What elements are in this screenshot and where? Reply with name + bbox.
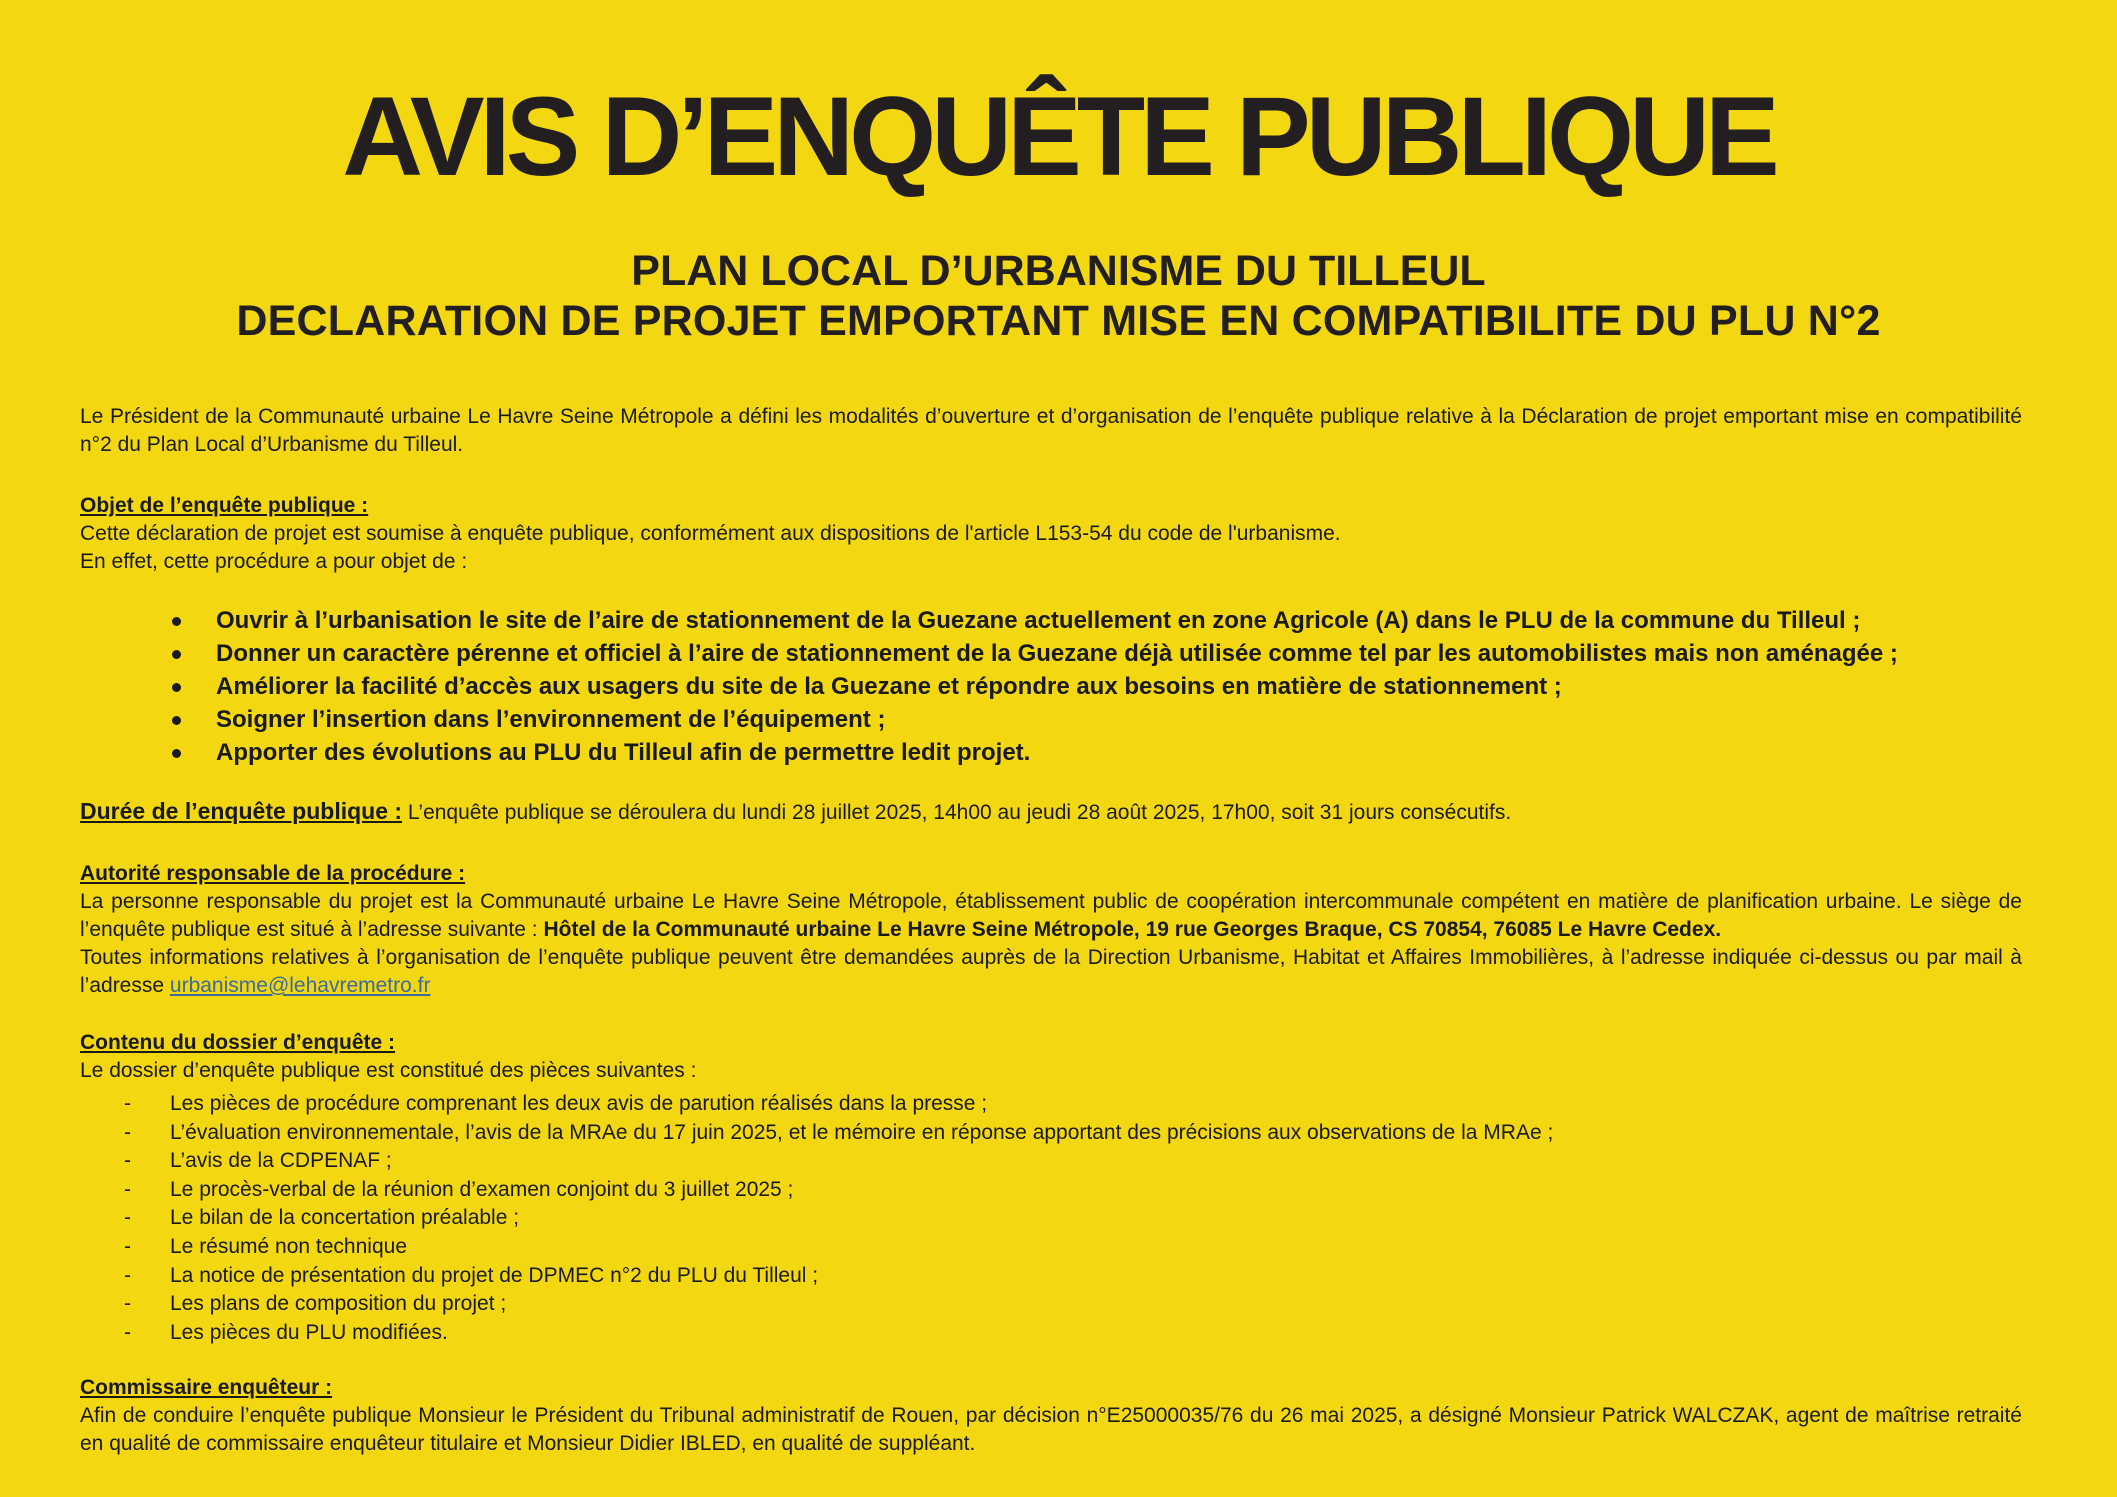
list-item	[122, 1262, 1553, 1291]
bullet-icon	[172, 683, 181, 692]
list-item	[122, 1233, 1553, 1262]
list-item	[122, 1204, 1553, 1233]
objet-heading: Objet de l’enquête publique :	[80, 494, 369, 517]
bullet-icon	[172, 716, 181, 725]
list-item-text: L’avis de la CDPENAF ;	[170, 1149, 392, 1173]
section-contenu	[80, 1029, 2022, 1085]
list-item-text: Les pièces du PLU modifiées.	[170, 1320, 448, 1344]
objet-line-1: Cette déclaration de projet est soumise à enquête publique, conformément aux dispositions de l'article L153-54 du code de l'urbanisme.	[80, 522, 1341, 545]
list-item	[160, 604, 2060, 637]
dash-marker: -	[124, 1120, 131, 1144]
list-item	[160, 637, 2060, 670]
list-item-text: La notice de présentation du projet de DPMEC n°2 du PLU du Tilleul ;	[170, 1263, 819, 1287]
autorite-text: La personne responsable du projet est la Communauté urbaine Le Havre Seine Métropole, établissement public de coopération intercommunale compétent en matière de planification urbaine. Le siège de l’enquête publique est situé à l’adresse suivante :	[80, 890, 2022, 941]
intro-paragraph: Le Président de la Communauté urbaine Le Havre Seine Métropole a défini les modalités d’ouverture et d’organisation de l’enquête publique relative à la Déclaration de projet emportant mise en compatibilité n°2 du Plan Local d’Urbanisme du Tilleul.	[80, 405, 2022, 456]
subtitle-plu: PLAN LOCAL D’URBANISME DU TILLEUL	[631, 247, 1486, 295]
dash-marker: -	[124, 1320, 131, 1344]
list-item-text: Soigner l’insertion dans l’environnement de l’équipement ;	[216, 706, 886, 733]
contenu-intro: Le dossier d’enquête publique est constitué des pièces suivantes :	[80, 1059, 697, 1082]
objet-list	[160, 604, 2060, 769]
commissaire-heading: Commissaire enquêteur :	[80, 1376, 333, 1399]
list-item-text: Le procès-verbal de la réunion d’examen conjoint du 3 juillet 2025 ;	[170, 1177, 794, 1201]
contenu-heading: Contenu du dossier d’enquête :	[80, 1031, 396, 1054]
list-item-text: Les plans de composition du projet ;	[170, 1292, 507, 1316]
autorite-address: Hôtel de la Communauté urbaine Le Havre Seine Métropole, 19 rue Georges Braque, CS 70854, 76085 Le Havre Cedex.	[543, 918, 1722, 941]
page-title: AVIS D’ENQUÊTE PUBLIQUE	[342, 74, 1775, 199]
list-item	[122, 1147, 1553, 1176]
dash-marker: -	[124, 1206, 131, 1230]
autorite-paragraph-2	[80, 944, 2022, 1000]
dash-marker: -	[124, 1292, 131, 1316]
list-item	[122, 1090, 1553, 1119]
contenu-list	[122, 1090, 1553, 1347]
dash-marker: -	[124, 1177, 131, 1201]
objet-line-2: En effet, cette procédure a pour objet de :	[80, 550, 468, 573]
list-item	[122, 1319, 1553, 1348]
list-item	[122, 1119, 1553, 1148]
autorite-paragraph-1	[80, 888, 2022, 944]
list-item-text: Améliorer la facilité d’accès aux usagers du site de la Guezane et répondre aux besoins en matière de stationnement ;	[216, 673, 1562, 700]
list-item-text: L’évaluation environnementale, l’avis de la MRAe du 17 juin 2025, et le mémoire en réponse apportant des précisions aux observations de la MRAe ;	[170, 1120, 1554, 1144]
list-item-text: Ouvrir à l’urbanisation le site de l’aire de stationnement de la Guezane actuellement en zone Agricole (A) dans le PLU de la commune du Tilleul ;	[216, 607, 1861, 634]
email-link[interactable]: urbanisme@lehavremetro.fr	[169, 974, 431, 997]
bullet-icon	[172, 749, 181, 758]
autorite-heading: Autorité responsable de la procédure :	[80, 862, 466, 885]
list-item-text: Donner un caractère pérenne et officiel à l’aire de stationnement de la Guezane déjà utilisée comme tel par les automobilistes mais non aménagée ;	[216, 640, 1898, 667]
section-duree	[80, 797, 2022, 827]
list-item	[122, 1290, 1553, 1319]
section-autorite	[80, 860, 2022, 1000]
list-item	[160, 670, 2060, 703]
list-item-text: Apporter des évolutions au PLU du Tilleul afin de permettre ledit projet.	[216, 739, 1031, 766]
list-item-text: Le bilan de la concertation préalable ;	[170, 1206, 520, 1230]
commissaire-text: Afin de conduire l’enquête publique Monsieur le Président du Tribunal administratif de Rouen, par décision n°E25000035/76 du 26 mai 2025, a désigné Monsieur Patrick WALCZAK, agent de maîtrise retraité en qualité de commissaire enquêteur titulaire et Monsieur Didier IBLED, en qualité de suppléant.	[80, 1404, 2022, 1455]
section-commissaire	[80, 1374, 2022, 1458]
bullet-icon	[172, 617, 181, 626]
bullet-icon	[172, 650, 181, 659]
duree-text: L’enquête publique se déroulera du lundi 28 juillet 2025, 14h00 au jeudi 28 août 2025, 17h00, soit 31 jours consécutifs.	[402, 801, 1512, 824]
list-item	[160, 703, 2060, 736]
subtitle-declaration: DECLARATION DE PROJET EMPORTANT MISE EN COMPATIBILITE DU PLU N°2	[236, 297, 1881, 345]
dash-marker: -	[124, 1263, 131, 1287]
list-item-text: Les pièces de procédure comprenant les deux avis de parution réalisés dans la presse ;	[170, 1092, 988, 1115]
duree-heading: Durée de l’enquête publique :	[80, 798, 403, 824]
dash-marker: -	[124, 1149, 131, 1173]
list-item-text: Le résumé non technique	[170, 1234, 407, 1258]
section-objet	[80, 492, 2022, 576]
dash-marker: -	[124, 1092, 131, 1115]
list-item	[160, 736, 2060, 769]
list-item	[122, 1176, 1553, 1205]
autorite-contact-text: Toutes informations relatives à l’organisation de l’enquête publique peuvent être demandées auprès de la Direction Urbanisme, Habitat et Affaires Immobilières, à l’adresse indiquée ci-dessus ou par mail à l’adresse	[80, 946, 2022, 997]
dash-marker: -	[124, 1234, 131, 1258]
